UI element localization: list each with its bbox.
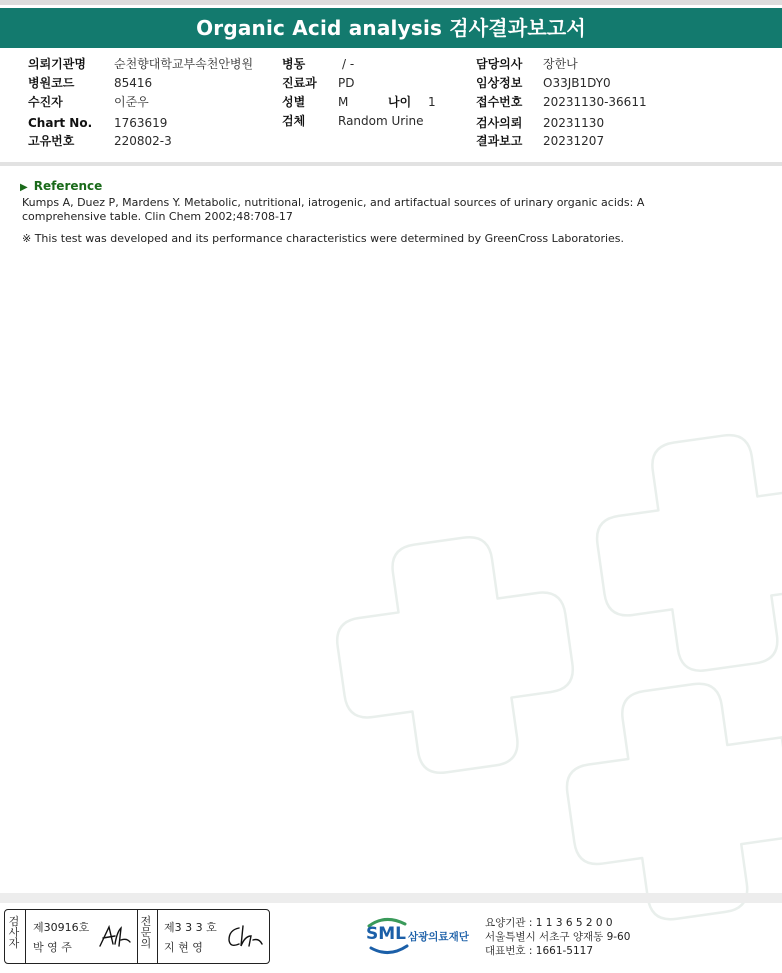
lab-note: ※ This test was developed and its performance characteristics were determined by GreenCross Laboratories. xyxy=(22,232,625,245)
specialist-signature xyxy=(225,922,265,952)
unique-no-label: 고유번호 xyxy=(28,134,75,148)
unique-no-value: 220802-3 xyxy=(114,134,172,148)
report-date-value: 20231207 xyxy=(543,134,605,148)
specimen-label: 검체 xyxy=(282,114,306,128)
watermark-cross-left xyxy=(325,525,585,785)
sex-label: 성별 xyxy=(282,95,306,109)
hospital-code-value: 85416 xyxy=(114,76,153,90)
specialist-label-char: 전 xyxy=(140,915,152,928)
specialist-label xyxy=(140,916,152,949)
watermark-cross-right-top xyxy=(585,427,782,683)
request-date-label: 검사의뢰 xyxy=(476,116,523,130)
ward-value: / - xyxy=(342,57,355,71)
hospital-code-label: 병원코드 xyxy=(28,76,75,90)
receipt-no-label: 접수번호 xyxy=(476,95,523,109)
specialist-label-char: 문 xyxy=(140,926,152,939)
signature-divider xyxy=(157,910,158,963)
specimen-value: Random Urine xyxy=(338,114,424,128)
tester-signature xyxy=(97,922,133,952)
clinical-info-label: 임상정보 xyxy=(476,76,523,90)
organization-phone: 대표번호 : 1661-5117 xyxy=(485,945,594,957)
institution-value: 순천향대학교부속천안병원 xyxy=(114,57,254,71)
organization-address: 서울특별시 서초구 양재동 9-60 xyxy=(485,931,631,943)
signature-divider xyxy=(137,910,138,963)
signature-divider xyxy=(25,910,26,963)
patient-info-section xyxy=(0,52,782,154)
examinee-value: 이준우 xyxy=(114,95,149,109)
tester-label xyxy=(8,916,20,949)
request-date-value: 20231130 xyxy=(543,116,605,130)
triangle-bullet-icon: ▶ xyxy=(20,182,28,193)
organization-info xyxy=(485,916,630,958)
tester-label-char: 자 xyxy=(8,937,20,950)
reference-citation: Kumps A, Duez P, Mardens Y. Metabolic, nutritional, iatrogenic, and artifactual sources of urinary organic acids: A comprehensive table. Clin Chem 2002;48:708-17 xyxy=(22,196,645,223)
reference-heading-text: Reference xyxy=(33,179,103,193)
tester-label-char: 사 xyxy=(8,926,20,939)
sex-value: M xyxy=(338,95,349,109)
tester-license: 제30916호 xyxy=(33,921,90,934)
footer-band xyxy=(0,893,782,903)
receipt-no-value: 20231130-36611 xyxy=(543,95,647,109)
sml-logo-text: SML xyxy=(366,924,406,944)
age-label: 나이 xyxy=(388,95,412,109)
organization-name: 삼광의료재단 xyxy=(408,931,469,943)
doctor-value: 장한나 xyxy=(543,57,578,71)
ward-label: 병동 xyxy=(282,57,306,71)
chart-no-label: Chart No. xyxy=(28,116,93,130)
reference-heading xyxy=(20,179,102,193)
department-label: 진료과 xyxy=(282,76,317,90)
header-divider xyxy=(0,162,782,166)
signature-box xyxy=(4,909,270,964)
specialist-name: 지 현 영 xyxy=(164,941,203,954)
specialist-license: 제3 3 3 호 xyxy=(164,921,217,934)
department-value: PD xyxy=(338,76,355,90)
tester-name: 박 영 주 xyxy=(33,941,72,954)
page-top-border xyxy=(0,0,782,5)
chart-no-value: 1763619 xyxy=(114,116,168,130)
doctor-label: 담당의사 xyxy=(476,57,523,71)
institution-label: 의뢰기관명 xyxy=(28,57,86,71)
tester-label-char: 검 xyxy=(8,915,20,928)
age-value: 1 xyxy=(428,95,436,109)
clinical-info-value: O33JB1DY0 xyxy=(543,76,611,90)
examinee-label: 수진자 xyxy=(28,95,63,109)
specialist-label-char: 의 xyxy=(140,937,152,950)
report-date-label: 결과보고 xyxy=(476,134,523,148)
report-title: Organic Acid analysis 검사결과보고서 xyxy=(0,8,782,48)
care-institution-number: 요양기관 : 1 1 3 6 5 2 0 0 xyxy=(485,917,613,929)
